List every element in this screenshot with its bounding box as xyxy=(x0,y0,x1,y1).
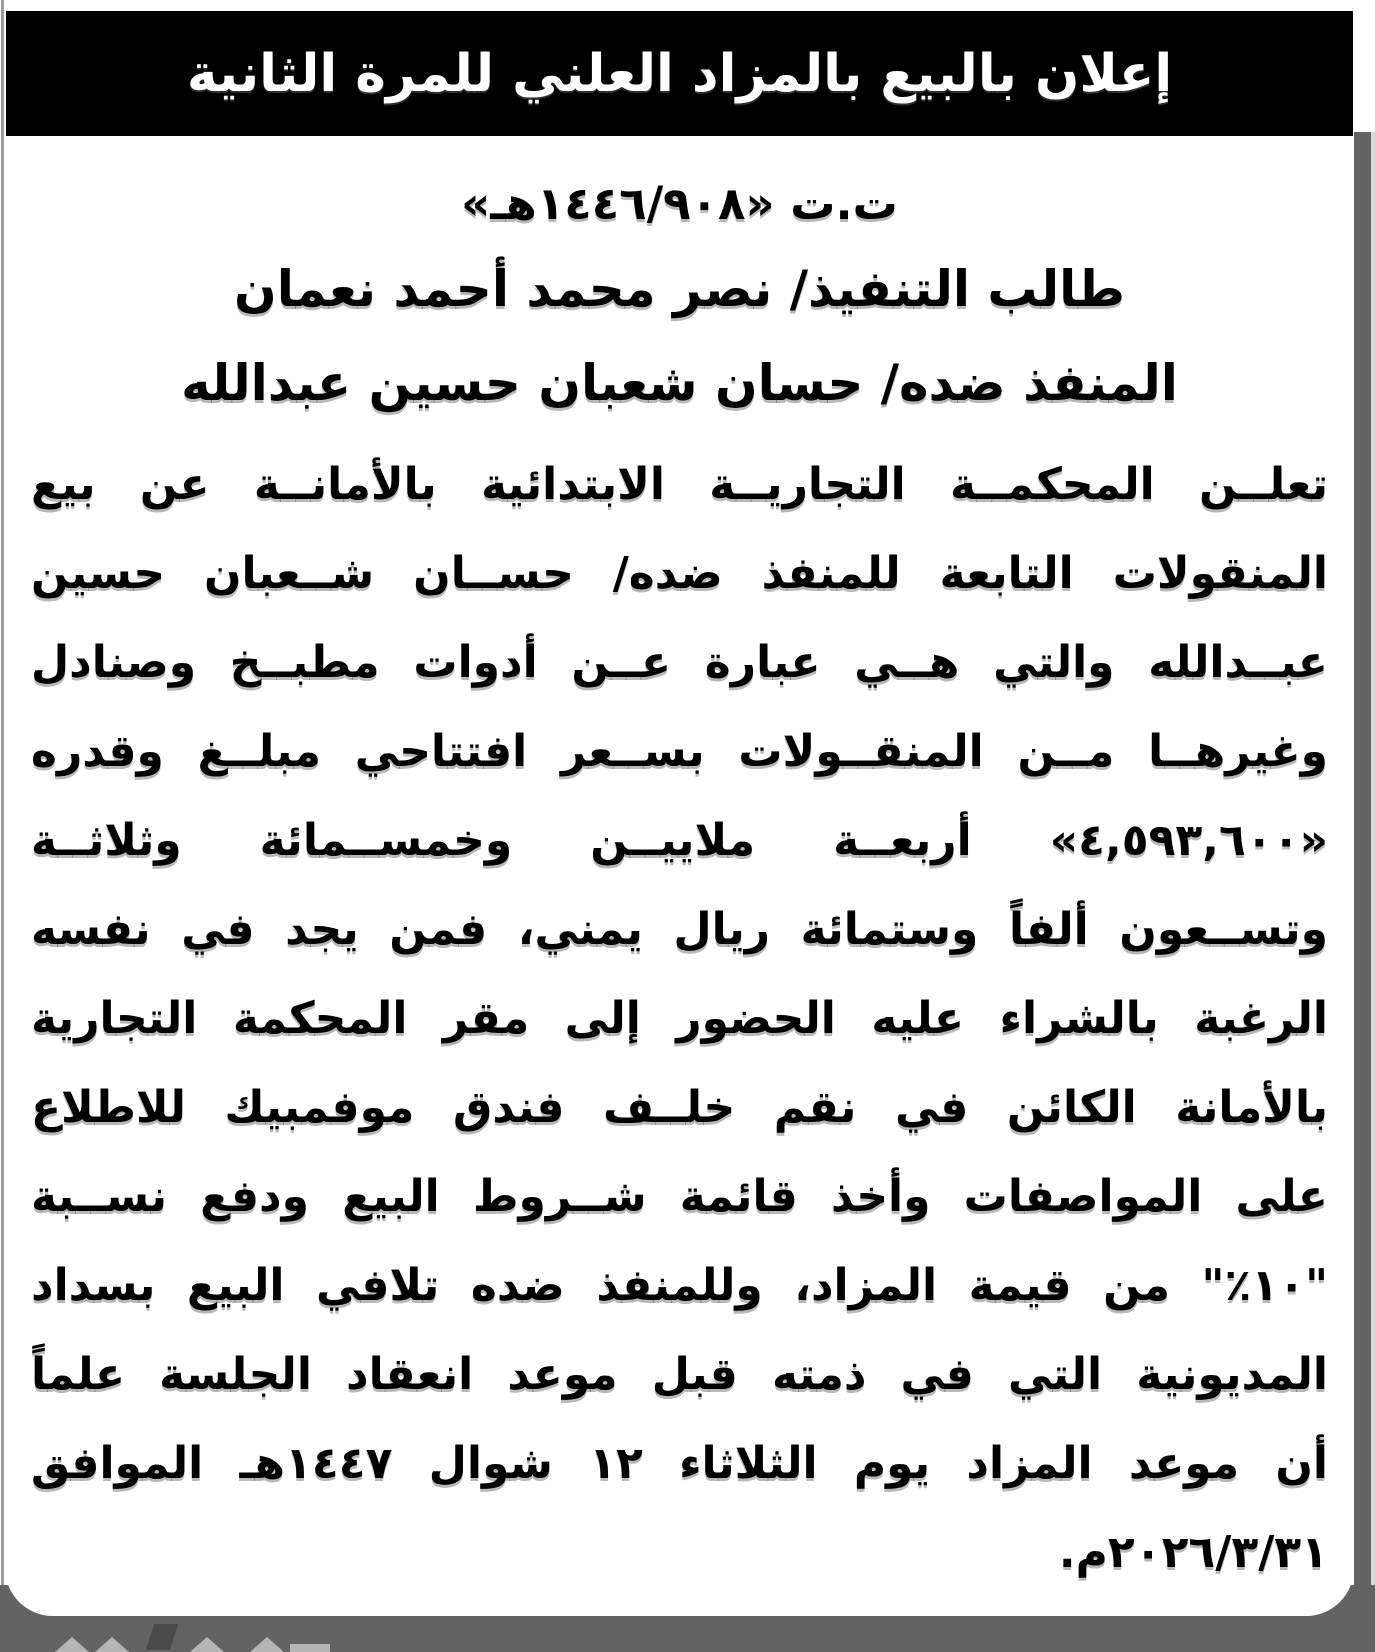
body-line-gregorian-date: ٢٠٢٦/٣/٣١م. xyxy=(1058,1527,1328,1578)
case-reference: ت.ت «١٤٤٦/٩٠٨هـ» xyxy=(461,177,898,230)
page-right-gray-strip xyxy=(1354,132,1371,1652)
body-line: على المواصفات وأخذ قائمة شــروط البيع ودفع نســبة xyxy=(31,1171,1328,1222)
body-line: المنقولات التابعة للمنفذ ضده/ حســان شــعبان حسين xyxy=(31,548,1328,599)
body-line: عبــدالله والتي هــي عبارة عــن أدوات مطبــخ وصنادل xyxy=(31,637,1328,688)
parties-block xyxy=(5,242,1354,430)
notice-title: إعلان بالبيع بالمزاد العلني للمرة الثانية xyxy=(186,43,1173,104)
body-line: المديونية التي في ذمته قبل موعد انعقاد الجلسة علماً xyxy=(31,1349,1328,1400)
execution-requester-line: طالب التنفيذ/ نصر محمد أحمد نعمان xyxy=(234,260,1125,318)
body-line-opening-price: «٤,٥٩٣,٦٠٠» أربعــة ملاييــن وخمســمائة وثلاثــة xyxy=(31,815,1328,866)
page-left-edge xyxy=(1,0,4,1652)
notice-card xyxy=(5,0,1354,1616)
body-line: وتســعون ألفاً وستمائة ريال يمني، فمن يجد في نفسه xyxy=(31,904,1328,955)
notice-body xyxy=(31,440,1328,1597)
body-line-deposit-percentage: "١٠٪" من قيمة المزاد، وللمنفذ ضده تلافي البيع بسداد xyxy=(31,1260,1328,1311)
executed-against-line: المنفذ ضده/ حسان شعبان حسين عبدالله xyxy=(181,354,1178,412)
body-line: وغيرهــا مــن المنقــولات بســعر افتتاحي مبلــغ وقدره xyxy=(31,726,1328,777)
notice-title-band xyxy=(6,11,1353,136)
watermark-fragment xyxy=(290,1644,330,1652)
body-line-auction-date: أن موعد المزاد يوم الثلاثاء ١٢ شوال ١٤٤٧هـ الموافق xyxy=(31,1438,1328,1489)
body-line: بالأمانة الكائن في نقم خلــف فندق موفمبيك للاطلاع xyxy=(31,1082,1328,1133)
body-line: تعلــن المحكمــة التجاريــة الابتدائية بالأمانــة عن بيع xyxy=(31,459,1328,510)
page-right-outer-edge xyxy=(1371,132,1375,1652)
body-line: الرغبة بالشراء عليه الحضور إلى مقر المحكمة التجارية xyxy=(31,993,1328,1044)
